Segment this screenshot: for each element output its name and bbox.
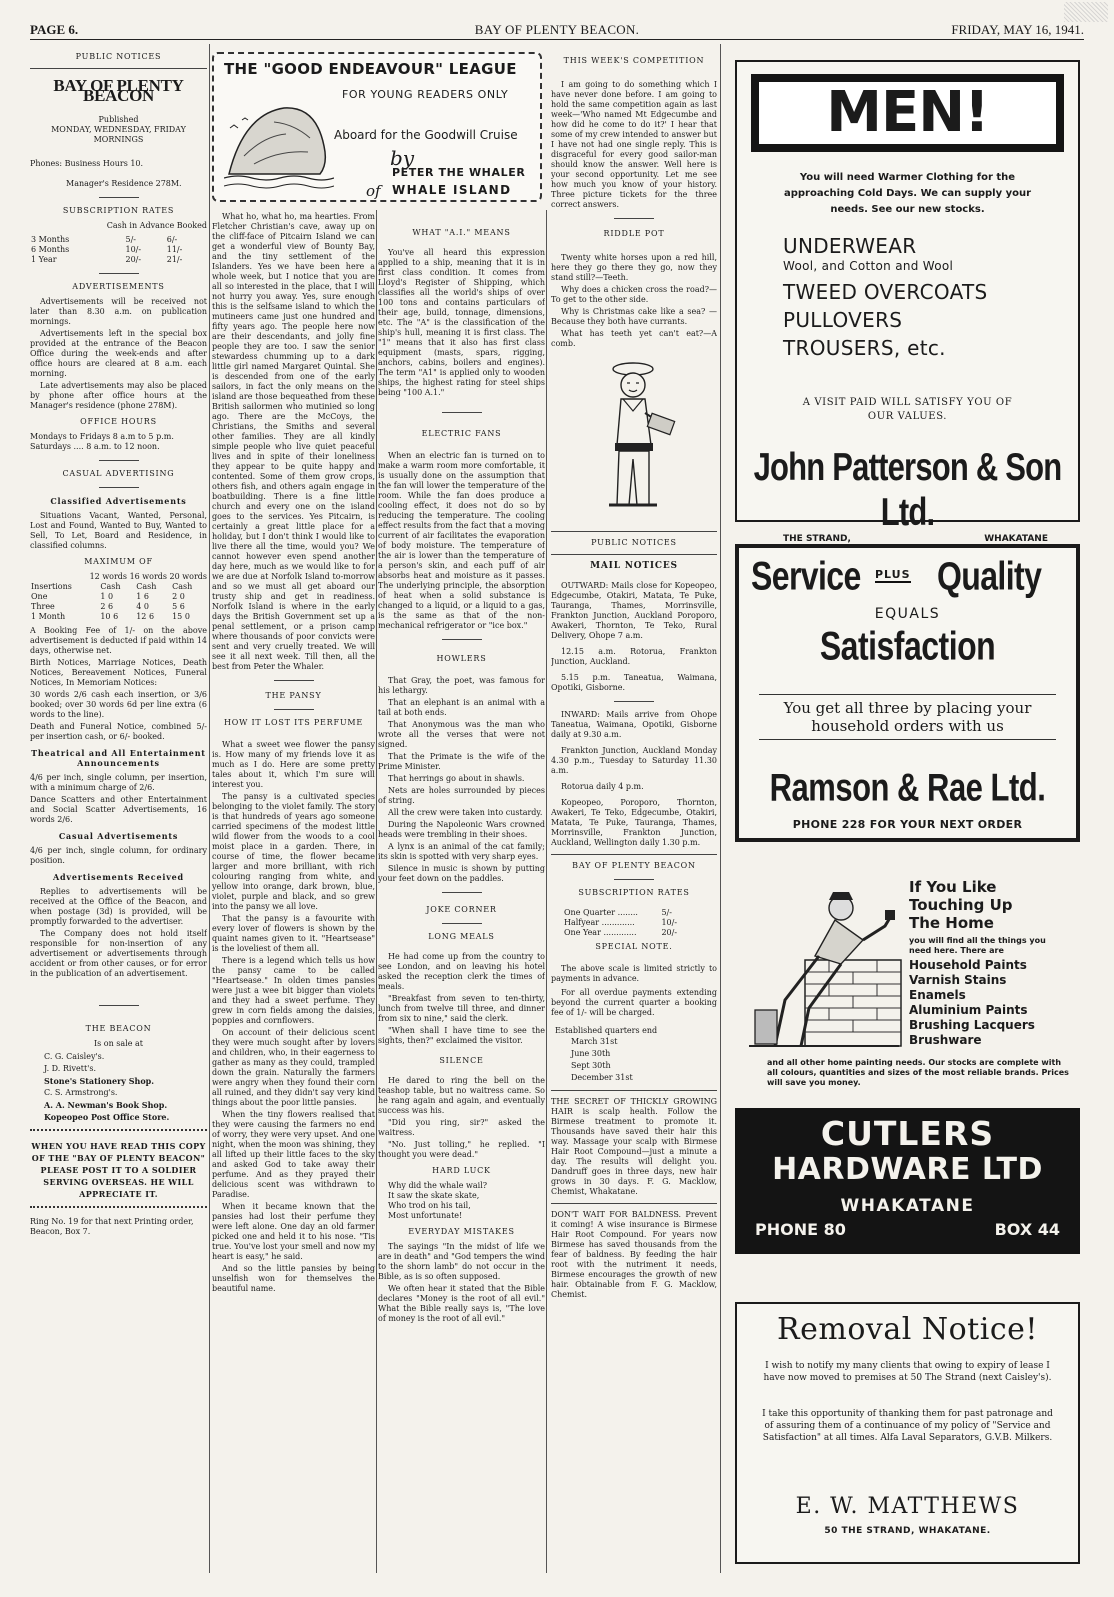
paragraph: Dance Scatters and other Entertainment and Social Scatter Advertisements, 16 words 2/6. [30,795,207,824]
divider [99,197,139,198]
by-label: by [390,146,415,170]
rates-columns: Cash in Advance Booked [106,221,207,230]
headline-line: The Home [909,914,994,932]
paragraph: The Company does not hold itself responsible for non-insertion of any advertisement or advertisements through accident or from other causes, or for error in the publication of an advertisement. [30,929,207,978]
published-label: Published [98,115,139,124]
column-features [378,222,545,1577]
phone-line: PHONE 228 FOR YOUR NEXT ORDER [792,818,1023,831]
table-row [30,602,207,612]
paragraph: You've all heard this expression applied to a ship, meaning that it is in first class condition. It comes from Lloyd's Register of Shipping, which classifies all the world's ships of over 100 tons and contains particulars of their age, build, tonnage, dimensions, etc. The "A" is the classification of the ship's hull, meaning it is first class. The "1" means that it also has first class equipment (masts, spars, rigging, anchors, cabins, boilers and engines). The term "A1" is applied only to wooden ships, the highest rating for steel ships being "100 A.1." [378,248,545,397]
table-cell: 11/- [166,245,183,254]
section-heading: MAIL NOTICES [590,561,678,571]
logo-box: BOX 44 [994,1220,1060,1239]
paragraph: The above scale is limited strictly to payments in advance. [551,964,717,983]
logo-word: HARDWARE LTD [772,1152,1043,1187]
dotted-border [30,1206,207,1211]
product-item: TROUSERS, etc. [783,336,946,360]
list-item: Kopeopeo Post Office Store. [44,1112,170,1122]
list-item: June 30th [571,1049,611,1058]
section-heading: SUBSCRIPTION RATES [578,888,690,897]
paragraph: He dared to ring the bell on the teashop table, but no waitress came. So he rang again and again, and eventually success was his. [378,1076,545,1115]
printing-notice: Ring No. 19 for that next Printing order, Beacon, Box 7. [30,1217,194,1236]
cutlers-hardware-advert [735,862,1080,1286]
article-subheading: HOW IT LOST ITS PERFUME [223,718,364,727]
paragraph: 4/6 per inch, single column, for ordinary position. [30,846,207,865]
of-label: of [366,182,381,200]
ad-line: needs. See our new stocks. [830,204,985,215]
product-item: TWEED OVERCOATS [783,280,988,304]
poem [378,1181,545,1221]
paragraph: A Booking Fee of 1/- on the above advertisement is deducted if paid within 14 days, otherwise net. [30,626,207,655]
office-hours-saturday: Saturdays .... 8 a.m. to 12 noon. [30,442,160,451]
product-item: Varnish Stains [909,973,1007,987]
paragraph: OUTWARD: Mails close for Kopeopeo, Edgecumbe, Otakiri, Matata, Te Puke, Tauranga, Thames, Morrinsville, Frankton Junction, Auckland Poroporo, Awakeri, Thornton, Te Teko, Rural Delivery, Ohope 7 a.m. [551,581,717,640]
section-heading: SPECIAL NOTE. [595,942,673,951]
office-hours-weekday: Mondays to Fridays 8 a.m to 5 p.m. [30,432,174,441]
divider [614,701,654,702]
paragraph: He had come up from the country to see London, and on leaving his hotel asked the reception clerk the times of meals. [378,952,545,991]
paragraph: Late advertisements may also be placed by phone after office hours at the Manager's residence (phone 278M). [30,381,207,410]
masthead-title: BAY OF PLENTY BEACON. [474,22,640,37]
column-rule [209,44,210,1573]
poem-line: It saw the skate skate, [388,1191,480,1200]
section-heading: HOWLERS [436,654,487,663]
advertiser-address: 50 THE STRAND, WHAKATANE. [824,1526,991,1536]
table-row [563,928,683,938]
table-row [30,235,207,245]
section-heading: ADVERTISEMENTS [72,282,165,291]
list-item: That the Primate is the wife of the Prime Minister. [378,752,545,771]
section-heading: OFFICE HOURS [80,417,157,426]
publication-days: MONDAY, WEDNESDAY, FRIDAY MORNINGS [51,125,186,144]
street: THE STRAND, [783,534,851,544]
ad-line: You will need Warmer Clothing for the [799,172,1016,183]
paragraph: That the pansy is a favourite with every lover of flowers is shown by the quaint names given to it. "Heartsease" is the loveliest of them all. [212,914,375,953]
section-heading: PUBLIC NOTICES [591,538,677,547]
table-cell: 5/- [125,235,136,244]
league-subtitle: FOR YOUNG READERS ONLY [342,88,509,101]
divider [99,1005,139,1006]
page-number: PAGE 6. [30,22,79,37]
paper-title: BAY OF PLENTY BEACON [53,76,184,105]
paragraph: 30 words 2/6 cash each insertion, or 3/6 booked; over 30 words 6d per line extra (6 words to the line). [30,690,207,719]
column-public-notices [30,44,207,1577]
paragraph: Birth Notices, Marriage Notices, Death Notices, Bereavement Notices, Funeral Notices, In Memoriam Notices: [30,658,207,687]
manager-phone: Manager's Residence 278M. [66,179,182,188]
service-word: Service [751,553,861,599]
table-cell: 15 0 [172,612,190,621]
divider [274,680,314,681]
table-cell: 1 Year [31,255,57,264]
table-cell: 6/- [166,235,178,244]
ad-body: and all other home painting needs. Our stocks are complete with all colours, quantities and sizes of the most reliable brands. Prices will save you money. [767,1058,1069,1087]
divider [614,879,654,880]
paragraph: "When shall I have time to see the sights, then?" exclaimed the visitor. [378,1026,545,1045]
table-cell: 4 0 [136,602,149,611]
section-heading: CASUAL ADVERTISING [62,469,175,478]
table-cell: 3 Months [31,235,70,244]
paragraph: When the tiny flowers realised that they were causing the farmers no end of worry, they were very upset. And one night, when the moon was shining, they all lifted up their little faces to the sky and asked God to take away their perfume. And as they prayed their delicious scent was withdrawn to Paradise. [212,1110,375,1199]
list-item: What has teeth yet can't eat?—A comb. [551,329,717,348]
list-item: That an elephant is an animal with a tail at both ends. [378,698,545,717]
league-title: THE "GOOD ENDEAVOUR" LEAGUE [224,60,517,78]
divider [442,639,482,640]
paragraph: And so the little pansies by being unselfish won for themselves the beautiful name. [212,1264,375,1293]
list-item: Silence in music is shown by putting your feet down on the paddles. [378,864,545,883]
section-heading: BAY OF PLENTY BEACON [572,861,696,870]
notice-paragraph: I wish to notify my many clients that owing to expiry of lease I have now moved to premises at 50 The Strand (next Caisley's). [763,1361,1052,1383]
paragraph: What a sweet wee flower the pansy is. How many of my friends love it as much as I do. Here are some pretty tales about it, which I'm sure will interest you. [212,740,375,789]
list-item: Nets are holes surrounded by pieces of string. [378,786,545,805]
paragraph: Frankton Junction, Auckland Monday 4.30 p.m., Tuesday to Saturday 11.30 a.m. [551,746,717,775]
table-row [30,245,207,255]
paragraph: For all overdue payments extending beyond the current quarter a booking fee of 1/- will be charged. [551,988,717,1017]
house-painter-illustration [745,880,905,1050]
list-item: Why is Christmas cake like a sea? —Because they both have currants. [551,307,717,326]
subheading: Theatrical and All Entertainment Announcements [31,748,206,768]
divider [551,1203,717,1204]
on-sale-label: Is on sale at [93,1039,143,1048]
divider [99,273,139,274]
paragraph: I am going to do something which I have never done before. I am going to hold the same competition again as last week—'Who named Mt Edgecumbe and how did he come to do it?' I hear that some of my crew intended to answer but I have not had one single reply. This is disgraceful for every good sailor-man should know the answer. Well here is your second opportunity. Let me see how much you know of your history. Three picture tickets for the three correct answers. [551,80,717,209]
paragraph: There is a legend which tells us how the pansy came to be called "Heartsease." In olden times pansies were just a wee bit bigger than violets and they had a sweet perfume. They grew in corn fields among the daisies, poppies and cornflowers. [212,956,375,1025]
divider [442,923,482,924]
subscription-table [30,235,207,265]
subheading: Classified Advertisements [50,496,187,506]
list-item: C. G. Caisley's. [44,1052,105,1061]
phones-line: Phones: Business Hours 10. [30,159,144,168]
table-cell: 5 6 [172,602,185,611]
table-cell: 20/- [661,928,678,937]
list-item: During the Napoleonic Wars crowned heads were trembling in their shoes. [378,820,545,839]
column-rule [376,210,377,1573]
paragraph: "Breakfast from seven to ten-thirty, lunch from twelve till three, and dinner from six to nine," said the clerk. [378,994,545,1023]
author-name: PETER THE WHALER [392,166,526,179]
section-heading: THE PANSY [265,691,322,700]
table-cell: 2 6 [100,602,114,611]
plus-word: PLUS [875,568,911,581]
poem-line: Who trod on his tail, [388,1201,471,1210]
section-heading: JOKE CORNER [426,905,497,914]
products-list [909,958,1035,1048]
firm-name: John Patterson & Son Ltd. [753,445,1062,534]
good-endeavour-league-banner [212,52,542,202]
divider [551,854,717,855]
sailor-illustration [589,355,679,525]
table-cell: 1 6 [136,592,149,601]
divider [442,412,482,413]
table-cell: 5/- [661,908,672,917]
product-item: Household Paints [909,958,1027,972]
soldier-notice: WHEN YOU HAVE READ THIS COPY OF THE "BAY OF PLENTY BEACON" PLEASE POST IT TO A SOLDIER SERVING OVERSEAS. HE WILL APPRECIATE IT. [31,1141,206,1199]
table-cell: 1 0 [100,592,114,601]
paragraph: The sayings "In the midst of life we are in death" and "God tempers the wind to the shorn lamb" do not occur in the Bible, as is so often supposed. [378,1242,545,1281]
section-heading: SUBSCRIPTION RATES [62,206,175,215]
table-cell: Cash [100,582,121,591]
poem-line: Most unfortunate! [388,1211,463,1220]
list-item: A. A. Newman's Book Shop. [44,1100,168,1110]
ad-tagline: You get all three by placing your household orders with us [759,694,1056,740]
whale-island-illustration [224,94,334,194]
paragraph: Replies to advertisements will be received at the Office of the Beacon, and when postage (3d) is provided, will be promptly forwarded to the advertiser. [30,887,207,926]
table-row [30,592,207,602]
divider [551,531,717,532]
baldness-advert: DON'T WAIT FOR BALDNESS. Prevent it coming! A wise insurance is Birmese Hair Root Compound. For years now Birmese has saved thousands from the fear of baldness. By feeding the hair root with the nutriment it needs, Birmese encourages the growth of new hair. Obtainable from F. G. Macklow, Chemist. [551,1210,717,1299]
table-cell: Insertions [31,582,72,591]
logo-phone: PHONE 80 [755,1220,846,1239]
paragraph: When an electric fan is turned on to make a warm room more comfortable, it is usually done on the assumption that the fan will lower the temperature of the room. While the fan does produce a cooling effect, it does not do so by reducing the temperature. The cooling effect results from the fact that a moving current of air facilitates the evaporation of body moisture. The temperature of the air is lower than the temperature of a person's skin, and each puff of air absorbs heat and moisture as it passes. The underlying principle, the absorption of heat when a solid substance is changed to a liquid, or a liquid to a gas, is the same as that of the non-mechanical refrigerator or "ice box." [378,451,545,630]
paragraph: Advertisements left in the special box provided at the entrance of the Beacon Office during the week-ends and after office hours are cleared at 8 a.m. each morning. [30,329,207,378]
list-item: December 31st [571,1073,633,1082]
column-rule [546,210,547,1573]
ramson-rae-advert [735,544,1080,842]
paragraph: The pansy is a cultivated species belonging to the violet family. The story is that hundreds of years ago someone carried specimens of the modest little wild flower from the woods to a cool moist place in a garden. There, in course of time, the flower became larger and more brilliant, with rich colouring ranging from white, and yellow into orange, dark brown, blue, violet, purple and black, and so grew into the pansy we all love. [212,792,375,911]
list-item: That Gray, the poet, was famous for his lethargy. [378,676,545,695]
table-row [563,918,683,928]
paragraph: "No. Just tolling," he replied. "I thought you were dead." [378,1140,545,1159]
paragraph: Situations Vacant, Wanted, Personal, Lost and Found, Wanted to Buy, Wanted to Sell, To Let, Board and Residence, in classified columns. [30,511,207,550]
product-item: Brushing Lacquers [909,1018,1035,1032]
divider [614,218,654,219]
article-subheading: HARD LUCK [432,1166,491,1175]
article-subheading: LONG MEALS [428,932,495,941]
list-item: C. S. Armstrong's. [44,1088,118,1097]
table-cell: One Quarter ........ [564,908,638,917]
paragraph: Kopeopeo, Poroporo, Thornton, Awakeri, Te Teko, Edgecumbe, Otakiri, Matata, Te Puke, Tauranga, Thames, Morrinsville, Frankton Junction, Auckland, Wellington daily 1.30 p.m. [551,798,717,847]
divider [442,892,482,893]
equals-word: EQUALS [874,606,941,622]
product-item: PULLOVERS [783,308,903,332]
product-item: Wool, and Cotton and Wool [783,259,954,273]
logo-town: WHAKATANE [840,1196,975,1216]
table-cell: Cash [136,582,157,591]
table-cell: 2 0 [172,592,185,601]
article-body: What ho, what ho, ma hearties. From Fletcher Christian's cave, away up on the cliff-face of Pitcairn Island we can get a wonderful view of Bounty Bay, and the tiny settlement of the Islanders. Yes we have been here a whole week, but I notice that you are all so interested in the place, that I will not hurry you away. Yes, sure enough this is the selfsame island to which the mutineers came just one hundred and fifty years ago. The people here now are their descendants, and jolly fine people they are too. I saw the senior stewardess chumming up to a dark little girl named Margaret Quintal. She is descended from one of the early sailors, in fact the only means on the island are those bequeathed from these British sailormen who mutinied so long ago. There are the McCoys, the Christians, the Smiths and several other families. They are all kindly simple people who live quiet peaceful lives and in spite of their loneliness they appear to be quite happy and contented. Some of them grow crops, others fish, and others again engage in boatbuilding. There is a fine little church and every one on the island goes to the services. Yes Pitcairn, is certainly a great little place for a holiday, but I don't think I would like to live there all the time, would you? We cannot however even spend another day here, much as we would like to for we are due at Norfolk Island to-morrow and so we must all get aboard our trusty ship and get in readiness. Norfolk Island is where in the early days the British Government set up a penal settlement, or a prison camp where thousands of poor convicts were sent and very cruelly treated. We will see it all next week. Till then, all the best from Peter the Whaler. [212,212,375,671]
sellers-list [30,1051,207,1123]
list-item: March 31st [571,1037,618,1046]
headline-line: Touching Up [909,896,1013,914]
paragraph: Advertisements will be received not later than 8.30 a.m. on publication mornings. [30,297,207,326]
beacon-subscription-table [563,908,683,938]
table-cell: One Year ............. [564,928,637,937]
section-heading: WHAT "A.I." MEANS [412,228,511,237]
paragraph: Rotorua daily 4 p.m. [561,782,644,791]
column-rule [720,44,721,1573]
section-heading: RIDDLE POT [603,229,665,238]
table-cell: 10 6 [100,612,119,621]
subheading: Advertisements Received [53,872,184,882]
quality-word: Quality [937,553,1042,599]
paragraph: 12.15 a.m. Rotorua, Frankton Junction, Auckland. [551,647,717,666]
section-heading: THE BEACON [85,1024,152,1033]
firm-name: Ramson & Rae Ltd. [769,765,1046,810]
product-item: UNDERWEAR [783,234,917,258]
table-cell: One [31,592,48,601]
product-item: Enamels [909,988,966,1002]
paragraph: "Did you ring, sir?" asked the waitress. [378,1118,545,1137]
product-item: Brushware [909,1033,982,1047]
product-item: Aluminium Paints [909,1003,1028,1017]
logo-word: CUTLERS [820,1114,995,1153]
list-item: All the crew were taken into custardy. [388,808,543,817]
insertion-table [30,582,207,622]
goodwill-cruise-line: Aboard for the Goodwill Cruise [334,128,518,142]
divider [551,554,717,555]
list-item: Twenty white horses upon a red hill, here they go there they go, now they stand still?—Teeth. [551,253,717,282]
ad-line: you will find all the things you need here. There are [909,936,1046,955]
article-subheading: SILENCE [439,1056,484,1065]
list-item: J. D. Rivett's. [44,1064,96,1073]
section-heading: PUBLIC NOTICES [75,52,162,61]
divider [30,68,207,69]
column-competition-notices [551,44,717,1577]
poem-line: Why did the whale wail? [388,1181,488,1190]
column-peter-the-whaler [212,212,375,1577]
list-item: Sept 30th [571,1061,611,1070]
paragraph: When it became known that the pansies had lost their perfume they were left alone. One day an old farmer picked one and held it to his nose. "Tis true. You've lost your smell and now my heart is easy," he said. [212,1202,375,1261]
established-label: Established quarters end [555,1026,658,1035]
table-cell: 1 Month [31,612,66,621]
town: WHAKATANE [984,534,1048,544]
paragraph: INWARD: Mails arrive from Ohope Taneatua, Waimana, Opotiki, Gisborne daily at 9.30 a.m. [551,710,717,739]
table-cell: Halfyear ............. [564,918,635,927]
table-cell: 21/- [166,255,183,264]
list-item: That herrings go about in shawls. [388,774,525,783]
john-patterson-advert [735,60,1080,544]
divider [274,709,314,710]
table-cell: 6 Months [31,245,70,254]
table-cell: 20/- [125,255,142,264]
notice-title: Removal Notice! [777,1312,1038,1347]
issue-date: FRIDAY, MAY 16, 1941. [951,22,1084,37]
headline [909,878,1013,932]
quarters-list [551,1036,717,1084]
removal-notice-advert [735,1302,1080,1564]
list-item: Why does a chicken cross the road?—To get to the other side. [551,285,717,304]
list-item: That Anonymous was the man who wrote all the verses that were not signed. [378,720,545,749]
hair-advert: THE SECRET OF THICKLY GROWING HAIR is scalp health. Follow the Birmese treatment to promote it. Thousands have saved their hair this way. Massage your scalp with Birmese Hair Root Compound—just a minute a day. The results will delight you. Dandruff goes in three days, new hair grows in 30 days. F. G. Macklow, Chemist, Whakatane. [551,1097,717,1196]
list-item: Stone's Stationery Shop. [44,1076,155,1086]
page-header [30,22,1084,40]
subheading: MAXIMUM OF [84,557,153,566]
table-cell: Cash [172,582,193,591]
table-row [563,908,683,918]
paragraph: Death and Funeral Notice, combined 5/- per insertion cash, or 6/- booked. [30,722,207,741]
paragraph: 4/6 per inch, single column, per insertion, with a minimum charge of 2/6. [30,773,207,792]
print-speckle [1064,2,1108,22]
dotted-border [30,1129,207,1134]
section-heading: ELECTRIC FANS [421,429,502,438]
divider [551,1090,717,1091]
ad-line: approaching Cold Days. We can supply your [783,188,1032,199]
paragraph: 5.15 p.m. Taneatua, Waimana, Opotiki, Gisborne. [551,673,717,692]
satisfaction-word: Satisfaction [819,623,996,669]
subheading: Casual Advertisements [58,831,179,841]
divider [99,460,139,461]
author-place: WHALE ISLAND [392,183,512,197]
words-columns: 12 words 16 words 20 words [89,572,207,581]
table-row [30,612,207,622]
men-headline: MEN! [751,74,1064,152]
paragraph: On account of their delicious scent they were much sought after by lovers and children, who, in their eagerness to gather as many as they could, trampled down the grain. Naturally the farmers were angry when they found their corn all ruined, and they didn't say very kind things about the poor little pansies. [212,1028,375,1107]
list-item: A lynx is an animal of the cat family; its skin is spotted with very sharp eyes. [378,842,545,861]
ad-line: A VISIT PAID WILL SATISFY YOU OF [802,397,1013,408]
divider [99,487,139,488]
paragraph: We often hear it stated that the Bible declares "Money is the root of all evil." What the Bible really says is, "The love of money is the root of all evil." [378,1284,545,1323]
ad-line: OUR VALUES. [867,411,948,422]
notice-paragraph: I take this opportunity of thanking them for past patronage and of assuring them of a continuance of my policy of "Service and Satisfaction" at all times. Alfa Laval Separators, G.V.B. Milkers. [762,1409,1053,1443]
table-cell: 10/- [125,245,142,254]
headline-line: If You Like [909,878,997,896]
table-cell: Three [31,602,55,611]
table-row [30,255,207,265]
table-row [30,582,207,592]
advertiser-name: E. W. MATTHEWS [795,1494,1020,1519]
table-cell: 10/- [661,918,678,927]
section-heading: THIS WEEK'S COMPETITION [563,56,705,65]
article-subheading: EVERYDAY MISTAKES [408,1227,515,1236]
table-cell: 12 6 [136,612,155,621]
cutlers-logo-block [735,1108,1080,1254]
